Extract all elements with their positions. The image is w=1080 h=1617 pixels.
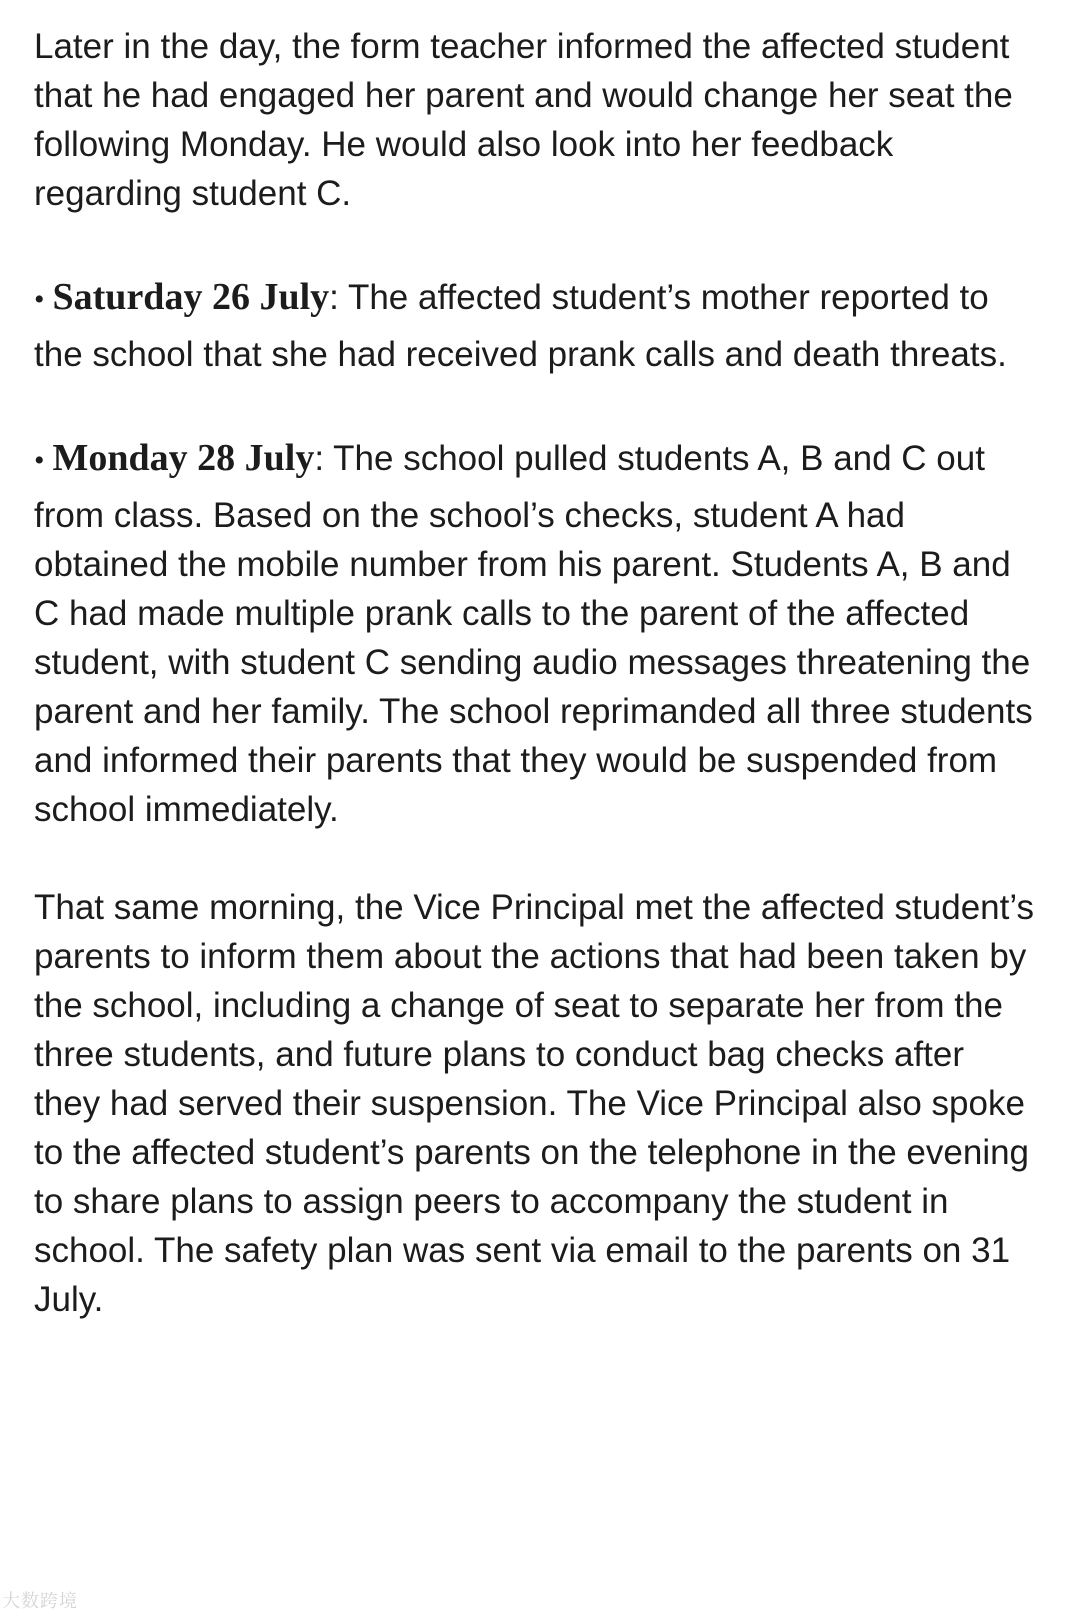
watermark-logo: [2, 1587, 78, 1613]
paragraph-form-teacher: Later in the day, the form teacher informed the affected student that he had engaged her parent and would change her seat the following Monday. He would also look into her feedback regarding student C.: [34, 27, 1013, 213]
bullet-monday-28-july: [34, 428, 1034, 834]
date-label: Monday 28 July: [52, 437, 315, 479]
bullet-text: : The school pulled students A, B and C out from class. Based on the school’s checks, student A had obtained the mobile number from his parent. Students A, B and C had made multiple prank calls to the parent of the affected student, with student C sending audio messages threatening the parent and her family. The school reprimanded all three students and informed their parents that they would be suspended from school immediately.: [34, 439, 1033, 829]
watermark-text: 大数跨境: [2, 1591, 78, 1612]
date-label: Saturday 26 July: [52, 276, 330, 318]
paragraph-gap: [34, 218, 1034, 267]
bullet-icon: •: [34, 283, 45, 316]
bullet-icon: •: [34, 444, 45, 477]
paragraph-gap: [34, 834, 1034, 883]
article-body: [34, 22, 1034, 1324]
paragraph-vice-principal: That same morning, the Vice Principal met the affected student’s parents to inform them about the actions that had been taken by the school, including a change of seat to separate her from the three students, and future plans to conduct bag checks after they had served their suspension. The Vice Principal also spoke to the affected student’s parents on the telephone in the evening to share plans to assign peers to accompany the student in school. The safety plan was sent via email to the parents on 31 July.: [34, 888, 1034, 1319]
paragraph-gap: [34, 379, 1034, 428]
bullet-text: : The affected student’s mother reported to the school that she had received prank calls and death threats.: [34, 278, 1007, 374]
bullet-saturday-26-july: [34, 267, 1034, 379]
